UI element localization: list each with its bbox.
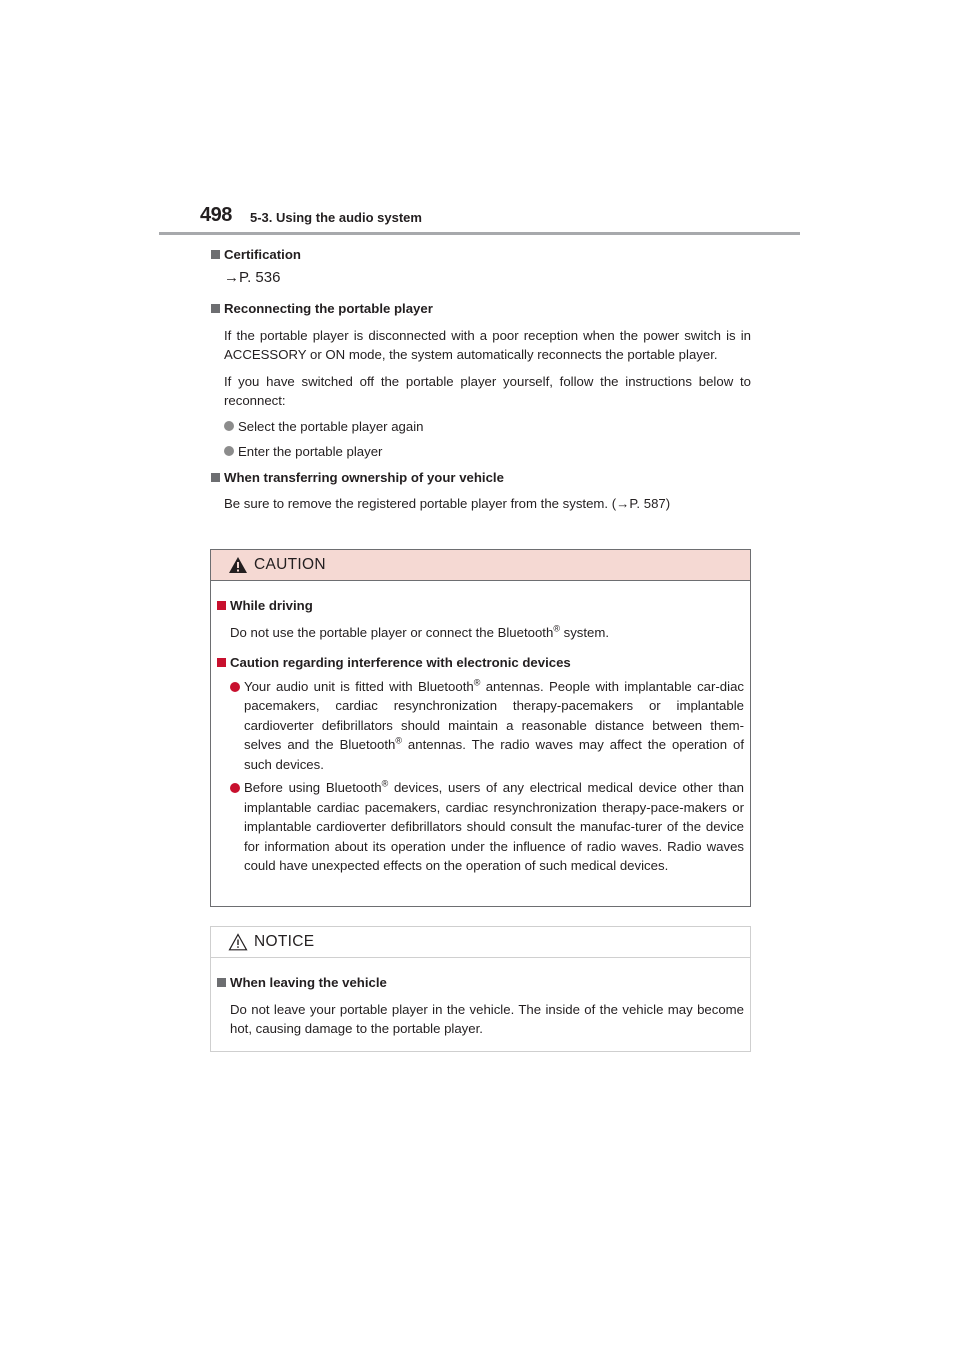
list-item: [230, 778, 744, 876]
heading-text: When leaving the vehicle: [230, 975, 387, 990]
caution-box: [210, 549, 751, 907]
transfer-text: [224, 494, 751, 514]
text-part: antennas. The radio waves may affect the operation of such devices.: [244, 737, 744, 772]
caution-title: CAUTION: [254, 556, 326, 573]
heading-text: While driving: [230, 598, 313, 613]
round-bullet-icon: [230, 682, 240, 692]
header-rule: [159, 232, 800, 235]
registered-mark: ®: [381, 778, 389, 789]
transfer-text-a: Be sure to remove the registered portable player from the system. (: [224, 496, 617, 511]
while-driving-heading: [217, 596, 744, 616]
text-part: devices, users of any electrical medical device other than implantable cardiac pacemakers, cardiac resynchronization therapy-pace-makers or implantable cardioverter defibrillators should consult the manufac-turer of the device for information about its operation under the influence of radio waves. Radio waves could have unexpected effects on the operation of such medical devices.: [244, 780, 745, 873]
certification-ref: →P. 536: [224, 268, 281, 286]
square-bullet-icon: [211, 473, 220, 482]
reconnecting-heading: [211, 299, 751, 319]
square-bullet-icon: [217, 658, 226, 667]
heading-text: Reconnecting the portable player: [224, 301, 433, 316]
list-item-text: Select the portable player again: [238, 418, 424, 434]
notice-header: [211, 927, 750, 958]
square-bullet-icon: [217, 601, 226, 610]
square-bullet-icon: [217, 978, 226, 987]
notice-box: [210, 926, 751, 1052]
transfer-heading: [211, 468, 751, 488]
transfer-ref: →P. 587: [616, 496, 666, 511]
registered-mark: ®: [553, 623, 560, 634]
list-item-text: [244, 778, 744, 876]
main-content: [211, 245, 751, 514]
text-part: Do not use the portable player or connect the Bluetooth: [230, 624, 554, 640]
page-number: 498: [200, 204, 232, 226]
reconnecting-para-1: If the portable player is disconnected with a poor reception when the power switch is in ACCESSORY or ON mode, the system automatically reconnects the portable player.: [224, 327, 751, 362]
warning-triangle-outline-icon: [228, 933, 248, 951]
round-bullet-icon: [230, 783, 240, 793]
text-part: system.: [559, 624, 610, 640]
registered-mark: ®: [395, 735, 402, 746]
list-item-text: Enter the portable player: [238, 444, 383, 459]
round-bullet-icon: [224, 446, 234, 456]
heading-text: Certification: [224, 247, 301, 262]
warning-triangle-filled-icon: [228, 556, 248, 574]
while-driving-text: [230, 623, 744, 643]
caution-body: [211, 581, 750, 876]
list-item-text: [244, 677, 744, 775]
heading-text: When transferring ownership of your vehicle: [224, 469, 504, 485]
interference-heading: [217, 653, 744, 673]
text-part: Your audio unit is fitted with Bluetooth: [244, 678, 474, 694]
heading-text: Caution regarding interference with electronic devices: [230, 655, 571, 670]
text-part: Before using Bluetooth: [244, 780, 382, 795]
list-item: [224, 442, 751, 462]
caution-header: [211, 550, 750, 581]
transfer-text-b: ): [665, 496, 671, 511]
round-bullet-icon: [224, 421, 234, 431]
leaving-vehicle-text: Do not leave your portable player in the vehicle. The inside of the vehicle may become hot, causing damage to the portable player.: [230, 1001, 744, 1036]
notice-title: NOTICE: [254, 933, 315, 950]
leaving-vehicle-heading: [217, 973, 744, 993]
certification-heading: [211, 245, 751, 265]
reconnecting-para-2: If you have switched off the portable player yourself, follow the instructions below to reconnect:: [224, 373, 751, 408]
list-item: [230, 677, 744, 775]
registered-mark: ®: [473, 677, 481, 688]
notice-body: [211, 958, 750, 1039]
list-item: [224, 417, 751, 437]
section-title: 5-3. Using the audio system: [250, 210, 422, 225]
square-bullet-icon: [211, 250, 220, 259]
text-part: antennas. People with implantable car-diac pacemakers, cardiac resynchronization therapy-pacemakers or implantable cardioverter defibrillators should maintain a reasonable distance between them-selves and the Bluetooth: [244, 678, 744, 752]
square-bullet-icon: [211, 304, 220, 313]
